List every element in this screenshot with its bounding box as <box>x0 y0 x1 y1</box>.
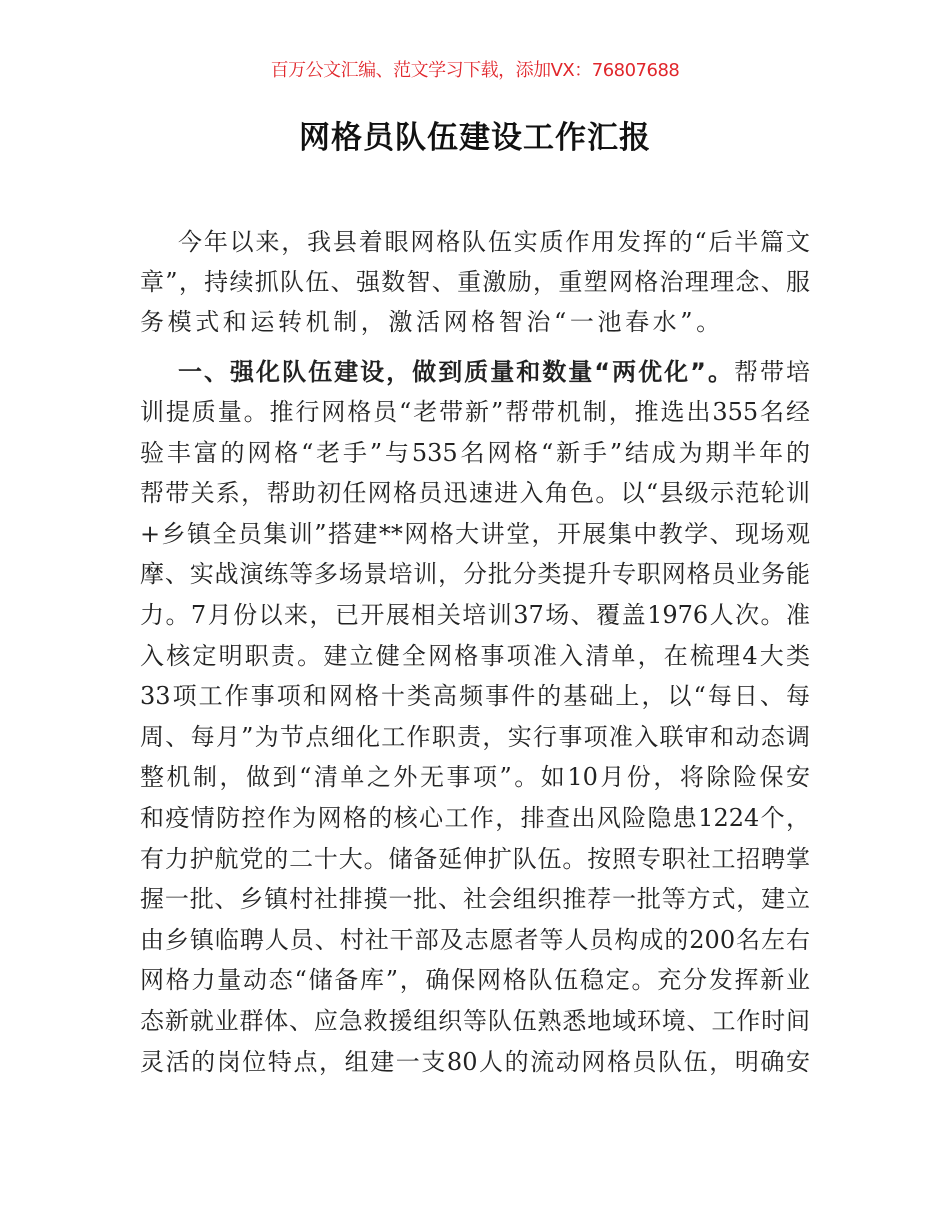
paragraph-line: 灵活的岗位特点，组建一支80人的流动网格员队伍，明确安 <box>140 1047 810 1076</box>
section-heading-tail: 帮带培 <box>733 358 811 386</box>
paragraph-line: 训提质量。推行网格员“老带新”帮带机制，推选出355名经 <box>140 398 810 426</box>
paragraph-line: 务模式和运转机制，激活网格智治“一池春水”。 <box>140 308 724 336</box>
document-title: 网格员队伍建设工作汇报 <box>299 120 651 156</box>
paragraph-line: 态新就业群体、应急救援组织等队伍熟悉地域环境、工作时间 <box>140 1007 810 1035</box>
paragraph-line: +乡镇全员集训”搭建**网格大讲堂，开展集中教学、现场观 <box>140 519 810 548</box>
paragraph-line: 整机制，做到“清单之外无事项”。如10月份，将除险保安 <box>140 763 810 792</box>
paragraph-line: 入核定明职责。建立健全网格事项准入清单，在梳理4大类 <box>140 641 810 670</box>
paragraph-line: 由乡镇临聘人员、村社干部及志愿者等人员构成的200名左右 <box>140 925 810 954</box>
paragraph-line: 周、每月”为节点细化工作职责，实行事项准入联审和动态调 <box>140 722 810 751</box>
paragraph-line: 握一批、乡镇村社排摸一批、社会组织推荐一批等方式，建立 <box>140 885 810 914</box>
paragraph-line: 和疫情防控作为网格的核心工作，排查出风险隐患1224个， <box>140 804 810 832</box>
paragraph-line: 网格力量动态“储备库”，确保网格队伍稳定。充分发挥新业 <box>140 966 810 995</box>
section-heading-line <box>178 356 810 388</box>
paragraph-line: 帮带关系，帮助初任网格员迅速进入角色。以“县级示范轮训 <box>140 479 810 508</box>
paragraph-line: 验丰富的网格“老手”与535名网格“新手”结成为期半年的 <box>140 438 810 467</box>
paragraph-line: 章”，持续抓队伍、强数智、重激励，重塑网格治理理念、服 <box>140 268 810 296</box>
paragraph-line: 有力护航党的二十大。储备延伸扩队伍。按照专职社工招聘掌 <box>140 844 810 873</box>
paragraph-line: 摩、实战演练等多场景培训，分批分类提升专职网格员业务能 <box>140 560 810 589</box>
paragraph-line: 33项工作事项和网格十类高频事件的基础上，以“每日、每 <box>140 682 810 711</box>
download-watermark-banner: 百万公文汇编、范文学习下载，添加VX：76807688 <box>270 60 680 81</box>
paragraph-line: 力。7月份以来，已开展相关培训37场、覆盖1976人次。准 <box>140 601 810 629</box>
section-heading: 一、强化队伍建设，做到质量和数量“两优化”。 <box>178 358 734 386</box>
paragraph-line: 今年以来，我县着眼网格队伍实质作用发挥的“后半篇文 <box>178 228 810 256</box>
